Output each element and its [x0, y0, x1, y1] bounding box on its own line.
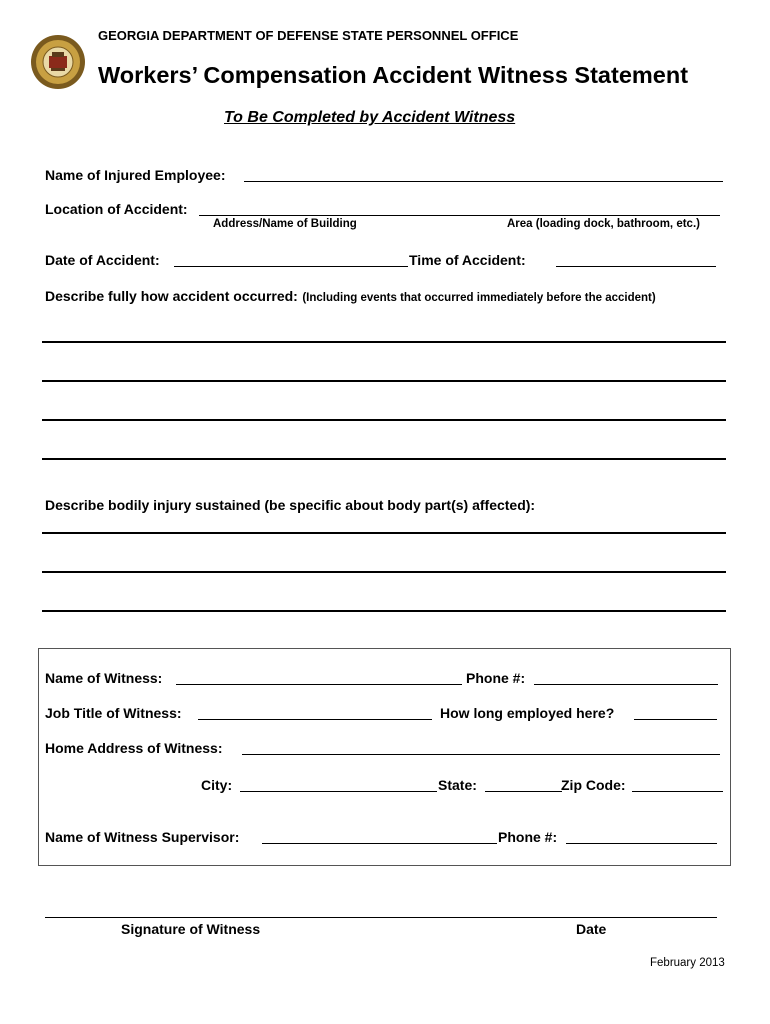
witness-phone-field[interactable]	[534, 684, 718, 685]
time-label: Time of Accident:	[409, 252, 526, 268]
location-field[interactable]	[199, 215, 720, 216]
location-area-caption: Area (loading dock, bathroom, etc.)	[507, 218, 700, 230]
accident-line-1[interactable]	[42, 341, 726, 343]
describe-accident-label	[45, 288, 656, 306]
city-label: City:	[201, 777, 233, 793]
location-address-caption: Address/Name of Building	[213, 218, 357, 230]
accident-line-3[interactable]	[42, 419, 726, 421]
agency-name: GEORGIA DEPARTMENT OF DEFENSE STATE PERSONNEL OFFICE	[98, 28, 519, 43]
witness-name-field[interactable]	[176, 684, 462, 685]
how-long-label: How long employed here?	[440, 705, 615, 721]
supervisor-field[interactable]	[262, 843, 497, 844]
page-subtitle: To Be Completed by Accident Witness	[224, 109, 516, 126]
zip-field[interactable]	[632, 791, 723, 792]
signature-field[interactable]	[45, 917, 717, 918]
supervisor-phone-label: Phone #:	[498, 829, 558, 845]
state-field[interactable]	[485, 791, 562, 792]
how-long-field[interactable]	[634, 719, 717, 720]
injured-employee-label: Name of Injured Employee:	[45, 167, 226, 183]
location-label: Location of Accident:	[45, 201, 188, 217]
describe-accident-note: (Including events that occurred immediately before the accident)	[302, 292, 656, 304]
signature-date-label: Date	[576, 921, 607, 937]
injury-line-1[interactable]	[42, 532, 726, 534]
witness-name-label: Name of Witness:	[45, 670, 163, 686]
accident-line-2[interactable]	[42, 380, 726, 382]
accident-line-4[interactable]	[42, 458, 726, 460]
describe-accident-text: Describe fully how accident occurred:	[45, 288, 298, 304]
state-seal-icon	[30, 34, 86, 90]
date-field[interactable]	[174, 266, 408, 267]
city-field[interactable]	[240, 791, 437, 792]
date-label: Date of Accident:	[45, 252, 160, 268]
revision-date: February 2013	[650, 957, 725, 969]
job-title-field[interactable]	[198, 719, 432, 720]
job-title-label: Job Title of Witness:	[45, 705, 182, 721]
injury-line-3[interactable]	[42, 610, 726, 612]
zip-label: Zip Code:	[561, 777, 626, 793]
injured-employee-field[interactable]	[244, 181, 723, 182]
injury-line-2[interactable]	[42, 571, 726, 573]
describe-injury-label: Describe bodily injury sustained (be specific about body part(s) affected):	[45, 497, 536, 513]
state-label: State:	[438, 777, 477, 793]
time-field[interactable]	[556, 266, 716, 267]
supervisor-phone-field[interactable]	[566, 843, 717, 844]
page-title: Workers’ Compensation Accident Witness Statement	[98, 62, 689, 88]
home-address-field[interactable]	[242, 754, 720, 755]
home-address-label: Home Address of Witness:	[45, 740, 223, 756]
witness-phone-label: Phone #:	[466, 670, 526, 686]
signature-label: Signature of Witness	[121, 921, 261, 937]
supervisor-label: Name of Witness Supervisor:	[45, 829, 240, 845]
